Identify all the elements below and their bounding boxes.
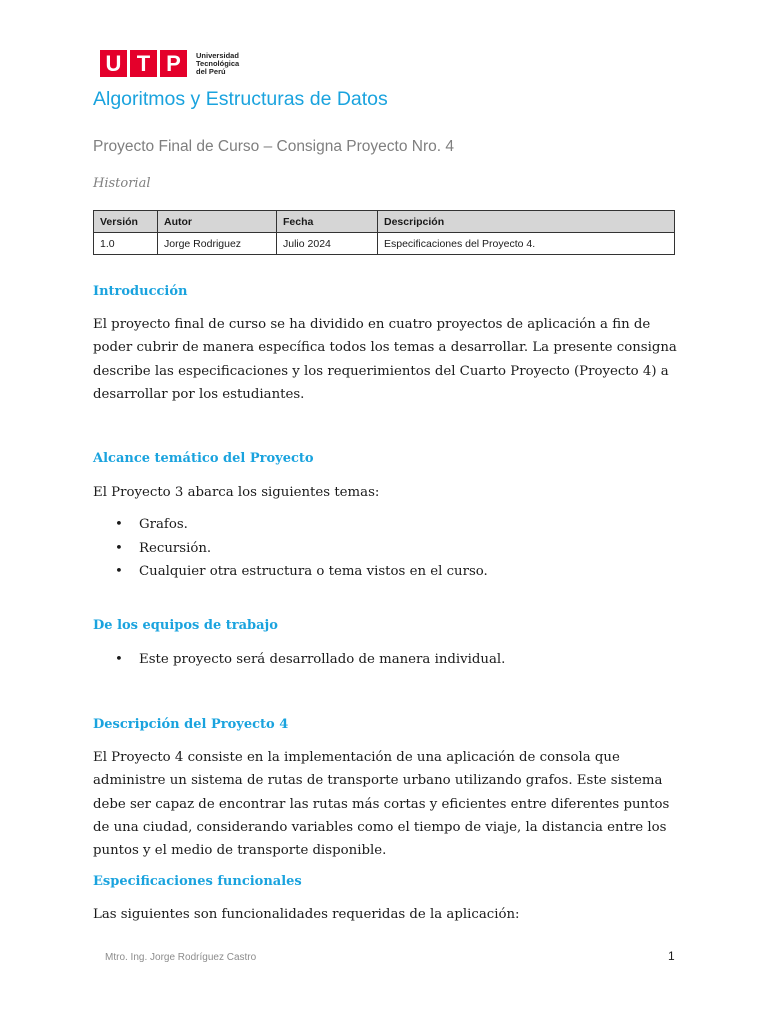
history-table-header-row — [94, 211, 675, 233]
cell-description: Especificaciones del Proyecto 4. — [378, 233, 675, 255]
column-header-version: Versión — [94, 211, 158, 233]
teams-heading: De los equipos de trabajo — [93, 618, 278, 633]
list-item: • Grafos. — [93, 513, 488, 537]
logo-university-name — [196, 52, 239, 76]
table-row — [94, 233, 675, 255]
intro-heading: Introducción — [93, 284, 188, 299]
logo-line-2: Tecnológica — [196, 58, 240, 68]
document-subtitle: Proyecto Final de Curso – Consigna Proyecto Nro. 4 — [93, 138, 454, 155]
functional-specs-heading: Especificaciones funcionales — [93, 874, 302, 889]
description-heading: Descripción del Proyecto 4 — [93, 717, 289, 732]
teams-list — [93, 648, 505, 672]
logo-letter-t: T — [130, 50, 157, 77]
scope-paragraph: El Proyecto 3 abarca los siguientes temas: — [93, 485, 380, 500]
utp-logo — [100, 50, 239, 77]
scope-topic-list — [93, 513, 488, 584]
footer-author: Mtro. Ing. Jorge Rodríguez Castro — [105, 952, 257, 963]
intro-paragraph: El proyecto final de curso se ha dividido en cuatro proyectos de aplicación a fin de poder cubrir de manera específica todos los temas a desarrollar. La presente consigna describe las especificaciones y los requerimientos del Cuarto Proyecto (Proyecto 4) a desarrollar por los estudiantes. — [93, 317, 677, 402]
page-number: 1 — [668, 949, 675, 963]
logo-line-3: del Perú — [196, 66, 226, 76]
logo-letter-p: P — [160, 50, 187, 77]
logo-letter-u: U — [100, 50, 127, 77]
functional-specs-paragraph: Las siguientes son funcionalidades requeridas de la aplicación: — [93, 907, 520, 922]
list-item: • Cualquier otra estructura o tema vistos en el curso. — [93, 560, 488, 584]
cell-author: Jorge Rodriguez — [158, 233, 277, 255]
list-item: • Este proyecto será desarrollado de manera individual. — [93, 648, 505, 672]
column-header-author: Autor — [158, 211, 277, 233]
column-header-date: Fecha — [277, 211, 378, 233]
description-paragraph: El Proyecto 4 consiste en la implementación de una aplicación de consola que administre un sistema de rutas de transporte urbano utilizando grafos. Este sistema debe ser capaz de encontrar las rutas más cortas y eficientes entre diferentes puntos de una ciudad, considerando variables como el tiempo de viaje, la distancia entre los puntos y el medio de transporte disponible. — [93, 750, 670, 859]
logo-line-1: Universidad — [196, 50, 239, 60]
list-item: • Recursión. — [93, 537, 488, 561]
cell-version: 1.0 — [94, 233, 158, 255]
cell-date: Julio 2024 — [277, 233, 378, 255]
document-title: Algoritmos y Estructuras de Datos — [93, 88, 388, 110]
scope-heading: Alcance temático del Proyecto — [93, 451, 314, 466]
history-table — [93, 210, 675, 255]
column-header-description: Descripción — [378, 211, 675, 233]
history-label: Historial — [93, 176, 151, 191]
